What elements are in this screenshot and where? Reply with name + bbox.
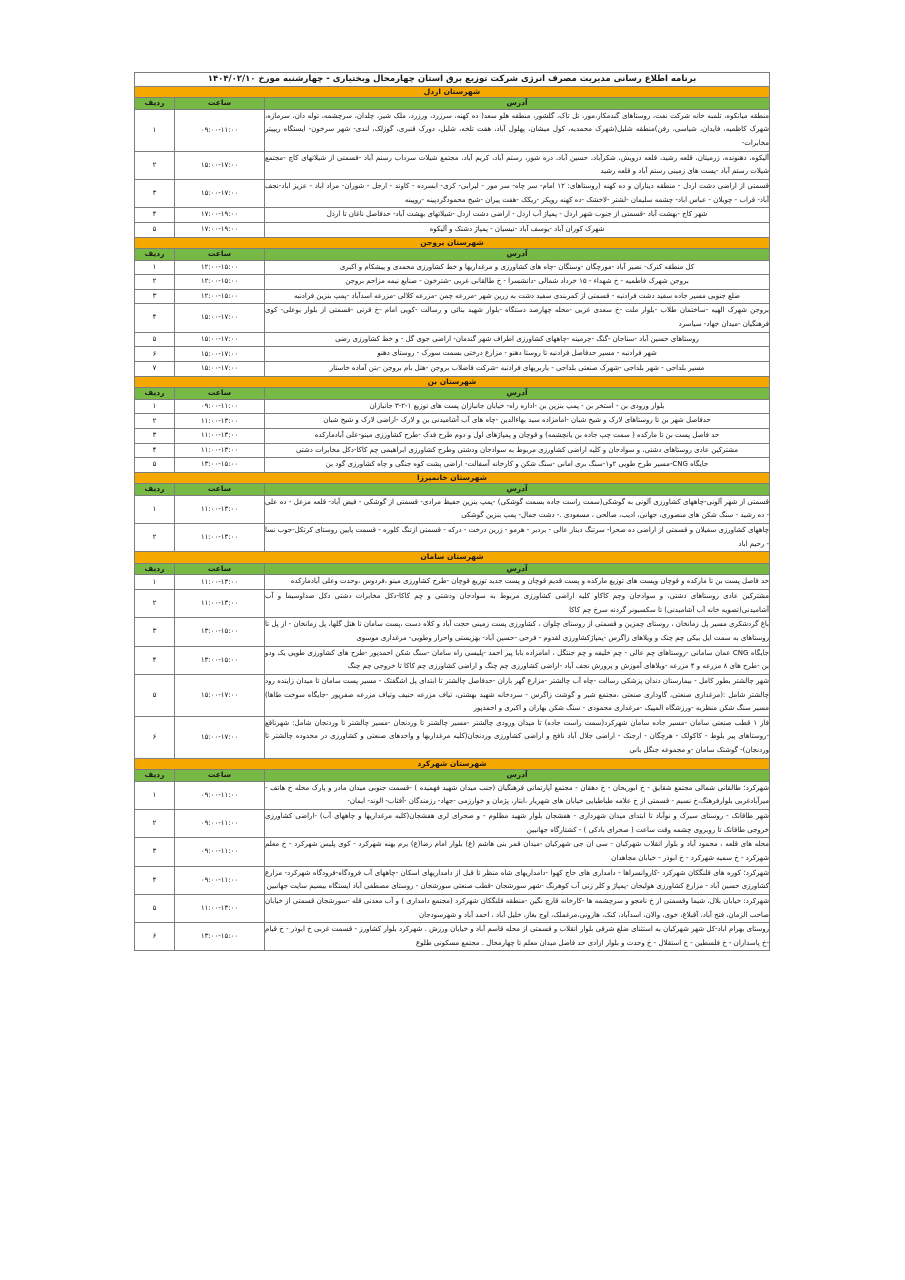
cell-address: مشترکین عادی روستاهای دشتی، و سوادجان وچم کاکاو کلیه اراضی کشاورزی مربوط به سوادجان ودشتی و چم کاکا-دکل مخابرات دشتی دکل صداوسیما و آب آشامیدنی(تصویه خانه آب آشامیدنی) تا سکسیونر گردنه سرخ چم کاکا <box>265 590 770 618</box>
table-row <box>134 716 769 758</box>
cell-time: ۰۹:۰۰-۱۱:۰۰ <box>175 838 265 866</box>
table-row <box>134 362 769 377</box>
column-header-address: آدرس <box>265 770 770 782</box>
cell-time: ۱۵:۰۰-۱۷:۰۰ <box>175 151 265 179</box>
column-header-row <box>134 98 769 110</box>
cell-address: قسمتی از شهر آلونی-چاههای کشاورزی آلونی به گوشکی(سمت راست جاده بسمت گوشکی) -پمپ بنزین حفیظ مرادی- قسمتی از گوشکی - فیض آباد- قلعه مزعل - ده علی - ده رشید - سنگ شکن های منصوری، جهانی، ادیب، صالحی ، مسعودی .- دشت جمال- پمپ بنزین گوشکی <box>265 495 770 523</box>
column-header-row <box>134 388 769 400</box>
table-row <box>134 575 769 590</box>
city-name: شهرستان بن <box>134 376 769 388</box>
column-header-row <box>134 770 769 782</box>
cell-address: منطقه میانکوه، تلمبه خانه شرکت نفت، روستاهای گندمکار،مور، تل تاک، گلشور، منطقه هلو سعد( ده کهنه، سرزرد، ورزرد، ملک شیر، چلدان، سرچشمه، توله دان، سرمازه، شهرک کاظمیه، فایدان، شیاسی، رفن)منطقه شلیل(شهرک محمدیه، کول میشان، پهلول آباد، هفت تلخه، شلیل، دورک قنبری، گوزلک، لندی- شهر سرخون- ایستگاه ریپیتر مخابرات- <box>265 109 770 151</box>
cell-time: ۱۱:۰۰-۱۳:۰۰ <box>175 443 265 458</box>
cell-row-number: ۲ <box>134 275 174 290</box>
table-row <box>134 428 769 443</box>
column-header-row <box>134 484 769 496</box>
table-row <box>134 332 769 347</box>
cell-row-number: ۳ <box>134 838 174 866</box>
city-name: شهرستان بروجن <box>134 237 769 249</box>
city-band-row <box>134 472 769 484</box>
cell-time: ۱۱:۰۰-۱۳:۰۰ <box>175 428 265 443</box>
table-row <box>134 179 769 207</box>
cell-row-number: ۳ <box>134 618 174 646</box>
cell-time: ۱۱:۰۰-۱۳:۰۰ <box>175 590 265 618</box>
table-row <box>134 109 769 151</box>
cell-row-number: ۴ <box>134 443 174 458</box>
cell-row-number: ۱ <box>134 260 174 275</box>
cell-row-number: ۳ <box>134 179 174 207</box>
cell-address: فاز ۱ قطب صنعتی سامان -مسیر جاده سامان شهرکرد(سمت راست جاده) تا میدان ورودی چالشتر -مسیر چالشتر تا وردنجان -مسیر چالشتر تا وردنجان شامل: شهرناقع -روستاهای پیر بلوط - کاکولک - هرچگان - ارجنک - اراضی جلال آباد نافج و اراضی کشاورزی وردنجان(کلیه مرغداریها و واحدهای صنعتی و کشاورزی در محدوده چالشتر تا وردنجان)- گوشتک سامان -و مجموعه جنگل بانی <box>265 716 770 758</box>
table-row <box>134 590 769 618</box>
column-header-address: آدرس <box>265 563 770 575</box>
table-row <box>134 458 769 473</box>
table-row <box>134 414 769 429</box>
cell-address: چاههای کشاورزی سفیلان و قسمتی از اراضی ده صحرا- سرتنگ دینار عالی - بردبر - هرمو - زرین درخت - درکه - قسمتی ازتنگ کلوره - قسمت پایین روستای کرتکل-جوب نسا - رحیم اباد <box>265 524 770 552</box>
cell-address: حدفاصل شهر بن تا روستاهای لارک و شیخ شبان -امامزاده سید بهاءالدین -چاه های آب آشامیدنی بن و لارک -اراضی لارک و شیخ شبان <box>265 414 770 429</box>
cell-time: ۱۵:۰۰-۱۷:۰۰ <box>175 716 265 758</box>
cell-row-number: ۳ <box>134 289 174 304</box>
cell-row-number: ۴ <box>134 866 174 894</box>
cell-address: بلوار ورودی بن - استخر بن - پمپ بنزین بن -اداره راه- خیابان جانبازان پست های توزیع ۱-۲-۳ جانبازان <box>265 399 770 414</box>
table-row <box>134 524 769 552</box>
column-header-address: آدرس <box>265 484 770 496</box>
cell-time: ۱۵:۰۰-۱۷:۰۰ <box>175 362 265 377</box>
cell-row-number: ۴ <box>134 208 174 223</box>
cell-address: جایگاه CNG-مسیر طرح طویی ۲و۱-سنگ بری امانی -سنگ شکن و کارخانه آسفالت- اراضی پشت کوه جنگی و چاه کشاورزی گود بن <box>265 458 770 473</box>
cell-address: مشترکین عادی روستاهای دشتی، و سوادجان و کلیه اراضی کشاورزی مربوط به سوادجان ودشتی وطرح کشاورزی ابراهیمی چم کاکا-دکل مخابرات دشتی <box>265 443 770 458</box>
city-band-row <box>134 552 769 564</box>
city-name: شهرستان سامان <box>134 552 769 564</box>
cell-row-number: ۶ <box>134 923 174 951</box>
table-row <box>134 674 769 716</box>
cell-time: ۰۹:۰۰-۱۱:۰۰ <box>175 866 265 894</box>
column-header-time: ساعت <box>175 98 265 110</box>
cell-row-number: ۵ <box>134 894 174 922</box>
cell-address: حد فاصل پست بن تا مارکده ( سمت چپ جاده بن یانچشمه) و قوچان و پمپاژهای اول و دوم طرح فدک -طرح کشاورزی مینو-علی آبادمارکده <box>265 428 770 443</box>
cell-address: قسمتی از اراضی دشت اردل - منطقه دیناران و ده کهنه (روستاهای: ۱۲ امام- سر چاه- سر مور - لیرابی- کری- ابسرده - کاوند - ارجل - شوران- مراد اباد - عزیز اباد-نجف آباد- قراب - چویلان - عباس اباد- چشمه سلیمان -لشتر -لاخشک -ده کهنه رویکر -ریکک -هفت پیران -شیخ محمودگردپینه -روپینه <box>265 179 770 207</box>
cell-address: بروجن شهرک فاطمیه - خ شهداء - ۱۵ خرداد شمالی -دانشسرا - خ طالقانی غربی -شترخون - صنایع نیمه مزاحم بروجن <box>265 275 770 290</box>
table-row <box>134 151 769 179</box>
cell-row-number: ۶ <box>134 347 174 362</box>
city-band-row <box>134 758 769 770</box>
cell-time: ۱۱:۰۰-۱۳:۰۰ <box>175 495 265 523</box>
cell-row-number: ۲ <box>134 810 174 838</box>
column-header-row: ردیف <box>134 388 174 400</box>
cell-row-number: ۲ <box>134 414 174 429</box>
table-row <box>134 208 769 223</box>
column-header-row <box>134 563 769 575</box>
cell-address: بروجن شهرک الهیه -ساختمان طلاب -بلوار ملت -خ سعدی غربی -محله چهارصد دستگاه -بلوار شهید بنائی و رسالت -کویی امام -خ قرنی -قسمتی از بلوار بوعلی- کوی فرهنگیان -میدان جهاد- سیاسرد <box>265 304 770 332</box>
cell-time: ۱۱:۰۰-۱۳:۰۰ <box>175 414 265 429</box>
cell-time: ۱۵:۰۰-۱۷:۰۰ <box>175 674 265 716</box>
cell-row-number: ۵ <box>134 332 174 347</box>
cell-time: ۱۳:۰۰-۱۵:۰۰ <box>175 923 265 951</box>
cell-time: ۱۱:۰۰-۱۳:۰۰ <box>175 524 265 552</box>
cell-row-number: ۷ <box>134 362 174 377</box>
city-band-row <box>134 376 769 388</box>
cell-time: ۰۹:۰۰-۱۱:۰۰ <box>175 399 265 414</box>
cell-row-number: ۴ <box>134 304 174 332</box>
table-row <box>134 399 769 414</box>
table-row <box>134 289 769 304</box>
column-header-time: ساعت <box>175 388 265 400</box>
column-header-address: آدرس <box>265 98 770 110</box>
table-row <box>134 304 769 332</box>
column-header-time: ساعت <box>175 563 265 575</box>
cell-time: ۱۷:۰۰-۱۹:۰۰ <box>175 208 265 223</box>
cell-row-number: ۳ <box>134 428 174 443</box>
table-row <box>134 618 769 646</box>
cell-row-number: ۵ <box>134 674 174 716</box>
cell-row-number: ۱ <box>134 781 174 809</box>
city-name: شهرستان اردل <box>134 86 769 98</box>
table-row <box>134 838 769 866</box>
cell-row-number: ۱ <box>134 575 174 590</box>
cell-row-number: ۶ <box>134 716 174 758</box>
cell-time: ۱۵:۰۰-۱۷:۰۰ <box>175 332 265 347</box>
cell-time: ۱۵:۰۰-۱۷:۰۰ <box>175 304 265 332</box>
cell-address: شهرکرد: خیابان بلال، شیما وقسمتی از خ نامجو و سرچشمه ها -کارخانه قارچ نگین -منطقه قلنگکان شهرکرد (مجتمع دامداری ) و آب معدنی قله -سورشجان قسمتی از خیابان صاحب الزمان، فتح آباد، آقبلاغ، خوی، والان، اسدآباد، کنک، هارونی،مرغملک، اوج بغاز، خلیل آباد ، احمد آباد و شهرسودجان <box>265 894 770 922</box>
cell-time: ۱۱:۰۰-۱۳:۰۰ <box>175 575 265 590</box>
cell-time: ۱۳:۰۰-۱۵:۰۰ <box>175 618 265 646</box>
city-name: شهرستان شهرکرد <box>134 758 769 770</box>
cell-row-number: ۲ <box>134 524 174 552</box>
column-header-row: ردیف <box>134 563 174 575</box>
table-row <box>134 781 769 809</box>
cell-address: مسیر بلداجی - شهر بلداجی -شهرک صنعتی بلداجی - باربریهای فرادنبه -شرکت فاضلاب بروجن -هتل بام بروجن -بتن آماده خاستار <box>265 362 770 377</box>
cell-row-number: ۱ <box>134 495 174 523</box>
table-row <box>134 495 769 523</box>
column-header-row <box>134 249 769 261</box>
cell-row-number: ۲ <box>134 590 174 618</box>
cell-address: روستاهای حسین آباد -سناجان -گنگ -چرمینه -چاههای کشاورزی اطراف شهر گندمان- اراضی جوی گل - و خط کشاورزی رضی <box>265 332 770 347</box>
column-header-address: آدرس <box>265 388 770 400</box>
cell-time: ۱۲:۰۰-۱۵:۰۰ <box>175 275 265 290</box>
table-row <box>134 646 769 674</box>
table-row <box>134 275 769 290</box>
cell-address: کل منطقه کنرک- نصیر آباد -مورچگان -وستگان -چاه های کشاورزی و مرغداریها و خط کشاورزی محمدی و پیشکام و اکبری <box>265 260 770 275</box>
column-header-time: ساعت <box>175 770 265 782</box>
cell-address: ضلع جنوبی مسیر جاده سفید دشت فرادنبه - قسمتی از کمربندی سفید دشت به زرین شهر -مزرعه چمن -مزرعه کلالی -مزرعه اسدآباد -پمپ بنزین فرادنبه <box>265 289 770 304</box>
cell-address: شهر طاقانک - روستای سیرک و نوآباد تا ابتدای میدان شهرداری - هفشجان بلوار شهید مظلوم - و صحرای لری هفشجان(کلیه مرغداریها و چاههای آب) -اراضی کشاورزی خروجی طاقانک تا روبروی چشمه وقت ساعت ( صحرای بادکی ) - کشتارگاه جهانبین <box>265 810 770 838</box>
cell-time: ۱۷:۰۰-۱۹:۰۰ <box>175 222 265 237</box>
cell-time: ۱۱:۰۰-۱۳:۰۰ <box>175 894 265 922</box>
cell-address: شهر چالشتر بطور کامل - بیمارستان دندان پزشکی رسالت -چاه آب چالشتر -مزارع گهر باران -حدفاصل چالشتر تا ابتدای پل اشگفتک - مسیر پست سامان تا میدان زاینده رود چالشتر شامل :(مرغداری صنعتی، گاوداری صنعتی ،مجتمع شیر و گوشت زاگرس - سردخانه شهید بهشتی، تیاف مزرعه حنیف وتیاف مزرعه صفرپور -جایگاه سوخت طاها) مسیر سنگ شکن منظریه -ورزشگاه المپیک -مرغداری محمودی - سنگ شکن بهاران و اکبری و احمدپور <box>265 674 770 716</box>
table-row <box>134 810 769 838</box>
page-title: برنامه اطلاع رسانی مدیریت مصرف انرژی شرکت توزیع برق استان چهارمحال وبختیاری - چهارشنبه مورخ ۱۴۰۴/۰۲/۱۰ <box>134 73 769 87</box>
cell-address: باغ گردشکری مسیر پل زمانخان ، روستای چمزین و قسمتی از روستای چلوان ، کشاورزی پست زمینی حجت آباد و کلاه دست ،پست سامان تا هتل گلها، پل زمانخان - از پل تا روستاهای به سمت ایل بیکی چم چنک و ویلاهای زاگرس -پمپاژکشاورزی لقدوم - فرحی -حسین آباد- بهزیستی واحرار وطویی- مرغداری موسوی <box>265 618 770 646</box>
city-band-row <box>134 237 769 249</box>
table-row <box>134 222 769 237</box>
cell-address: شهرکرد؛ طالقانی شمالی مجتمع شقایق - خ ابوریحان - خ دهقان - مجتمع آپارتمانی فرهنگیان (جنب میدان شهید فهمیده ) -قسمت جنوبی میدان مادر و پارک محله خ هاتف - میرآبادغربی بلوارفرهنگ،خ نسیم - قسمتی از خ علامه طباطبایی خیابان های شهریار ،ابتار، پژمان و خوارزمی -جهاد- رزمندگان -آفتاب- الوند- ایمان- <box>265 781 770 809</box>
cell-address: جایگاه CNG عمان سامانی -روستاهای چم عالی - چم خلیفه و چم جنتگل ، امامزاده بابا پیر احمد -پلیسی راه سامان -سنگ شکن احمدپور -طرح های کشاورزی طویی یک ودو بن -طرح های ۸ مزرعه و ۴ مزرعه -ویلاهای آموزش و پرورش نجف آباد -اراضی کشاورزی چم چنگ و اراضی کشاورزی چم کاکا تا خروجی چم چنگ <box>265 646 770 674</box>
cell-address: شهرکرد؛ کوره های قلنگکان شهرکرد -کاروانسراها - دامداری های حاج کهوا -دامداریهای شاه منظر تا قبل از دامداریهای اسکان -چاههای آب فرودگاه-فرودگاه شهرکرد- مزارع کشاورزی حسین آباد - مزارع کشاورزی هولیجان -پمپاژ و کلر زنی آب کوهرنگ -شهر سورشجان -قطب صنعتی سورشجان - روستای مصطفی آباد ایستگاه بیسیم سایت جهانبین <box>265 866 770 894</box>
column-header-row: ردیف <box>134 249 174 261</box>
cell-row-number: ۴ <box>134 646 174 674</box>
column-header-row: ردیف <box>134 98 174 110</box>
table-row <box>134 866 769 894</box>
table-row <box>134 347 769 362</box>
table-row <box>134 260 769 275</box>
cell-row-number: ۵ <box>134 222 174 237</box>
cell-address: حد فاصل پست بن تا مارکده و قوچان وپست های توزیع مارکده و پست قدیم قوچان و پست جدید توزیع قوچان -طرح کشاورزی مینو ،فردوس ،وحدت وعلی آبادمارکده <box>265 575 770 590</box>
cell-row-number: ۱ <box>134 109 174 151</box>
cell-time: ۰۹:۰۰-۱۱:۰۰ <box>175 109 265 151</box>
cell-time: ۱۵:۰۰-۱۷:۰۰ <box>175 347 265 362</box>
column-header-row: ردیف <box>134 770 174 782</box>
cell-address: شهر کاج -بهشت آباد -قسمتی از جنوب شهر اردل - پمپاژ آب اردل - اراضی دشت اردل -شیلاتهای بهشت آباد- حدفاصل ناغان تا اردل <box>265 208 770 223</box>
cell-time: ۱۲:۰۰-۱۵:۰۰ <box>175 260 265 275</box>
cell-address: محله های قلعه ، محمود آباد و بلوار انقلاب شهرکیان - سی ان جی شهرکیان -میدان قمر بنی هاشم (ع) بلوار امام رضا(ع) برم یهنه شهرکرد - کوی پلیس شهرکرد - خ معلم شهرکرد - خ سمیه شهرکرد - خ ابوذر - خیابان مجاهدان <box>265 838 770 866</box>
cell-time: ۰۹:۰۰-۱۱:۰۰ <box>175 810 265 838</box>
cell-time: ۱۳:۰۰-۱۵:۰۰ <box>175 646 265 674</box>
outage-schedule-table <box>134 72 770 951</box>
city-band-row <box>134 86 769 98</box>
column-header-time: ساعت <box>175 484 265 496</box>
cell-time: ۱۳:۰۰-۱۵:۰۰ <box>175 458 265 473</box>
city-name: شهرستان خانمیرزا <box>134 472 769 484</box>
cell-time: ۱۵:۰۰-۱۷:۰۰ <box>175 179 265 207</box>
title-row <box>134 73 769 87</box>
column-header-row: ردیف <box>134 484 174 496</box>
cell-address: شهر فرادنبه - مسیر حدفاصل فرادنبه تا روستا دهنو - مزارع درختی بسمت سورک - روستای دهنو <box>265 347 770 362</box>
cell-row-number: ۲ <box>134 151 174 179</box>
cell-address: روستای بهرام اباد-کل شهر شهرکیان به استثنای ضلع شرقی بلوار انقلاب و قسمتی از محله قاسم آباد و خیابان ورزش . شهرکرد بلوار کشاورز - قسمت غربی خ ابوذر - خ قیام -خ پاسداران - خ فلسطین - خ استقلال - خ وحدت و بلوار ازادی حد فاصل میدان معلم تا چهارمحال . مجتمع مسکونی طلوع <box>265 923 770 951</box>
cell-address: شهرک کوران آباد -یوسف آباد -نیسیان - پمپاژ دشتک و آلیکوه <box>265 222 770 237</box>
cell-address: آلیکوه، دهنونده، زرمیتان، قلعه رشید، قلعه درویش، شکرآباد، حسین آباد، دره شور، رستم آباد، کریم آباد، مجتمع شیلات سرداب رستم آباد -قسمتی از شیلاتهای کاچ -مجتمع شیلات رستم آباد -پست های زمینی رستم آباد و قلعه رشید <box>265 151 770 179</box>
column-header-time: ساعت <box>175 249 265 261</box>
table-row <box>134 894 769 922</box>
cell-row-number: ۱ <box>134 399 174 414</box>
cell-time: ۱۲:۰۰-۱۵:۰۰ <box>175 289 265 304</box>
cell-row-number: ۵ <box>134 458 174 473</box>
table-row <box>134 923 769 951</box>
cell-time: ۰۹:۰۰-۱۱:۰۰ <box>175 781 265 809</box>
table-row <box>134 443 769 458</box>
column-header-address: آدرس <box>265 249 770 261</box>
